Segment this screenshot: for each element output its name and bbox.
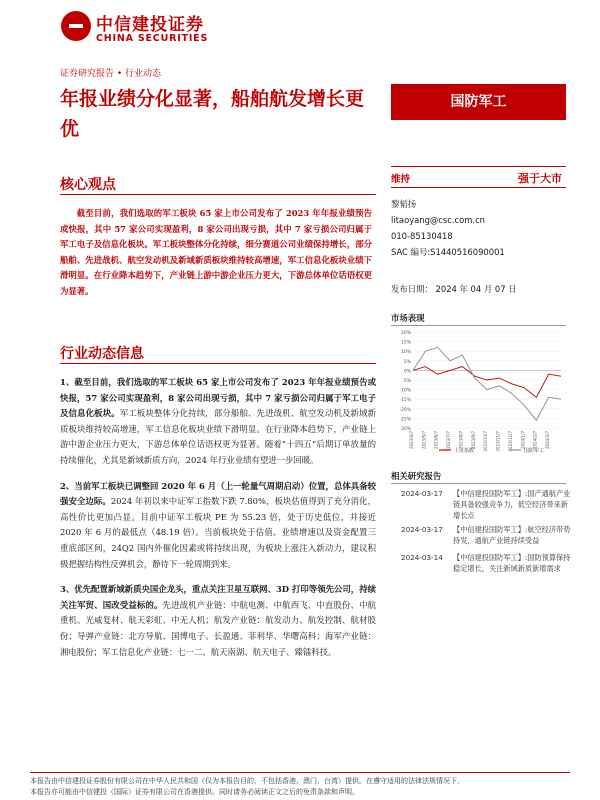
publish-date	[391, 283, 566, 295]
series-line-1	[413, 347, 561, 420]
footer-divider	[30, 772, 570, 773]
analyst-sac-number: SAC 编号:S1440516090001	[391, 247, 505, 257]
analyst-phone: 010-85130418	[391, 231, 453, 241]
dynamics-divider	[60, 363, 376, 364]
x-tick-label: 2023/10/7	[483, 431, 489, 452]
x-tick-label: 2023/6/7	[433, 431, 439, 449]
logo-english-name: CHINA SECURITIES	[96, 33, 209, 44]
related-report-title[interactable]: 【中信建投国防军工】:国防预算保持稳定增长，关注新域新质新增需求	[453, 553, 571, 573]
core-view-text: 截至目前，我们选取的军工板块 65 家上市公司发布了 2023 年年报业绩预告或快报，其中 57 家公司实现盈利，8 家公司出现亏损，其中 7 家亏损公司归属于军工电子及信息化板块。军工板块整体分化持续，细分赛道公司业绩保持增长，部分船舶、先进战机、航空发动机及新域新质板块维持较高增速，军工信息化板块业绩下滑明显。在行业降本趋势下，产业链上游中游企业压力更大，下游总体单位话语权更为显著。	[60, 208, 372, 296]
logo-chinese-name: 中信建投证券	[96, 15, 204, 35]
analyst-email: litaoyang@csc.com.cn	[391, 215, 485, 225]
sector-badge: 国防军工	[391, 84, 566, 120]
related-report-title[interactable]: 【中信建投国防军工】:航空经济带势持发，通航产业链持续受益	[453, 525, 571, 545]
x-tick-label: 2023/12/7	[507, 431, 513, 452]
market-performance-heading: 市场表现	[391, 313, 425, 323]
y-tick-label: 20%	[400, 331, 411, 336]
x-tick-label: 2024/1/7	[520, 431, 526, 449]
x-tick-label: 2024/2/7	[532, 431, 538, 449]
report-type: 证券研究报告 • 行业动态	[60, 69, 162, 79]
publish-date-value: 2024 年 04 月 07 日	[435, 284, 517, 294]
publish-date-label: 发布日期：	[391, 284, 433, 294]
y-tick-label: 15%	[400, 340, 411, 346]
market-chart-svg	[391, 328, 566, 458]
y-tick-label: -15%	[399, 398, 411, 404]
x-tick-label: 2023/8/7	[458, 431, 464, 449]
x-tick-label: 2023/11/7	[495, 431, 501, 452]
dynamics-item-lead: 3、优先配置新域新质央国企龙头，重点关注卫星互联网、3D 打印等领先公司，持续关注军贸、国改受益标的。	[60, 584, 376, 610]
footer-line: 本报告亦可能由中信建投（国际）证券有限公司在香港提供。同时请务必阅读正文之后的免责条款和声明。	[30, 788, 359, 796]
y-tick-label: 5%	[403, 359, 411, 365]
x-tick-label: 2023/4/7	[409, 431, 414, 449]
core-view-heading: 核心观点	[60, 177, 116, 193]
related-reports-list	[391, 488, 571, 583]
dynamics-heading: 行业动态信息	[60, 346, 144, 362]
dynamics-list	[60, 375, 376, 670]
x-tick-label: 2023/5/7	[421, 431, 427, 449]
analyst-info	[391, 196, 566, 260]
footer-disclaimer	[30, 776, 570, 798]
y-tick-label: 10%	[400, 350, 411, 356]
dynamics-item-body: 2024 年初以来中证军工指数下跌 7.80%，板块估值得到了充分消化，高性价比更加凸显。目前中证军工板块 PE 为 55.23 倍，处于历史低位，并接近 2020 年 6 月的最低点（48.19 倍）。当前板块处于估值、业绩增速以及资金配置三重底部区间，24Q2 国内外催化因素或将持续出现，为板块上涨注入新动力，建议积极把握结构性反弹机会，静待下一轮周期到来。	[60, 496, 377, 569]
logo	[60, 8, 260, 48]
x-tick-label: 2023/9/7	[470, 431, 476, 449]
rating-value: 强于大市	[518, 172, 562, 185]
related-reports-heading: 相关研究报告	[391, 471, 442, 481]
related-report-date: 2024-03-17	[401, 489, 443, 498]
market-performance-chart	[391, 328, 566, 458]
x-tick-label: 2024/3/7	[545, 431, 550, 449]
dynamics-item-lead: 1、截至目前，我们选取的军工板块 65 家上市公司发布了 2023 年年报业绩预告或快报，57 家公司实现盈利，8 家公司出现亏损，其中 7 家亏损公司归属于军工电子及信息化板块。	[60, 377, 376, 419]
legend-label: 上证指数	[454, 448, 475, 454]
dynamics-item	[60, 582, 376, 660]
company-logo-icon	[60, 10, 92, 42]
related-reports-divider	[391, 483, 566, 484]
y-tick-label: -30%	[399, 427, 411, 432]
rating-bar	[391, 166, 566, 188]
y-tick-label: -10%	[399, 388, 411, 394]
related-report-title[interactable]: 【中信建投国防军工】:国产通航产业链具备较强竞争力，低空经济带来新增长点	[453, 489, 571, 520]
y-tick-label: -25%	[399, 417, 411, 423]
y-tick-label: -20%	[399, 407, 411, 413]
core-view-divider	[60, 194, 376, 195]
analyst-name: 黎韬扬	[391, 199, 417, 209]
series-line-0	[413, 367, 561, 398]
dynamics-item-body: 军工板块整体分化持续，部分船舶、先进战机、航空发动机及新域新质板块维持较高增速，军工信息化板块业绩下滑明显。在行业降本趋势下，产业链上游中游企业压力更大，下游总体单位话语权更为显著。随着“十四五”后期订单放量的持续催化，尤其是新域新质方向，2024 年行业业绩有望进一步回暖。	[60, 408, 377, 465]
market-performance-divider	[391, 325, 566, 326]
legend-label: 国防军工	[524, 448, 545, 454]
related-report-date: 2024-03-14	[401, 553, 443, 562]
report-title: 年报业绩分化显著，船舶航发增长更优	[60, 88, 365, 140]
dynamics-item	[60, 375, 376, 469]
y-tick-label: 0%	[403, 369, 411, 375]
dynamics-item-body: 先进战机产业链：中航电测、中航西飞、中直股份、中航重机、光威复材、航天彩虹、中无人机；航发产业链：航发动力、航发控制、航材股份；导弹产业链：北方导航、国博电子、长盈通、菲利华、华曙高科；海军产业链：湘电股份；军工信息化产业链：七一二、航天南湖、航天电子、臻镭科技。	[60, 599, 377, 657]
dynamics-item-lead: 2、当前军工板块已调整回 2020 年 6 月（上一轮量气周期启动）位置，总体具备较强安全边际。	[60, 480, 376, 507]
dynamics-item	[60, 479, 376, 573]
x-tick-label: 2023/7/7	[446, 431, 452, 449]
y-tick-label: -5%	[402, 379, 411, 384]
footer-line: 本报告由中信建投证券股份有限公司在中华人民共和国（仅为本报告目的，不包括香港、澳门、台湾）提供。在遵守适用的法律法规情况下，	[30, 777, 464, 785]
rating-action: 维持	[391, 174, 411, 185]
related-report-date: 2024-03-17	[401, 525, 443, 534]
